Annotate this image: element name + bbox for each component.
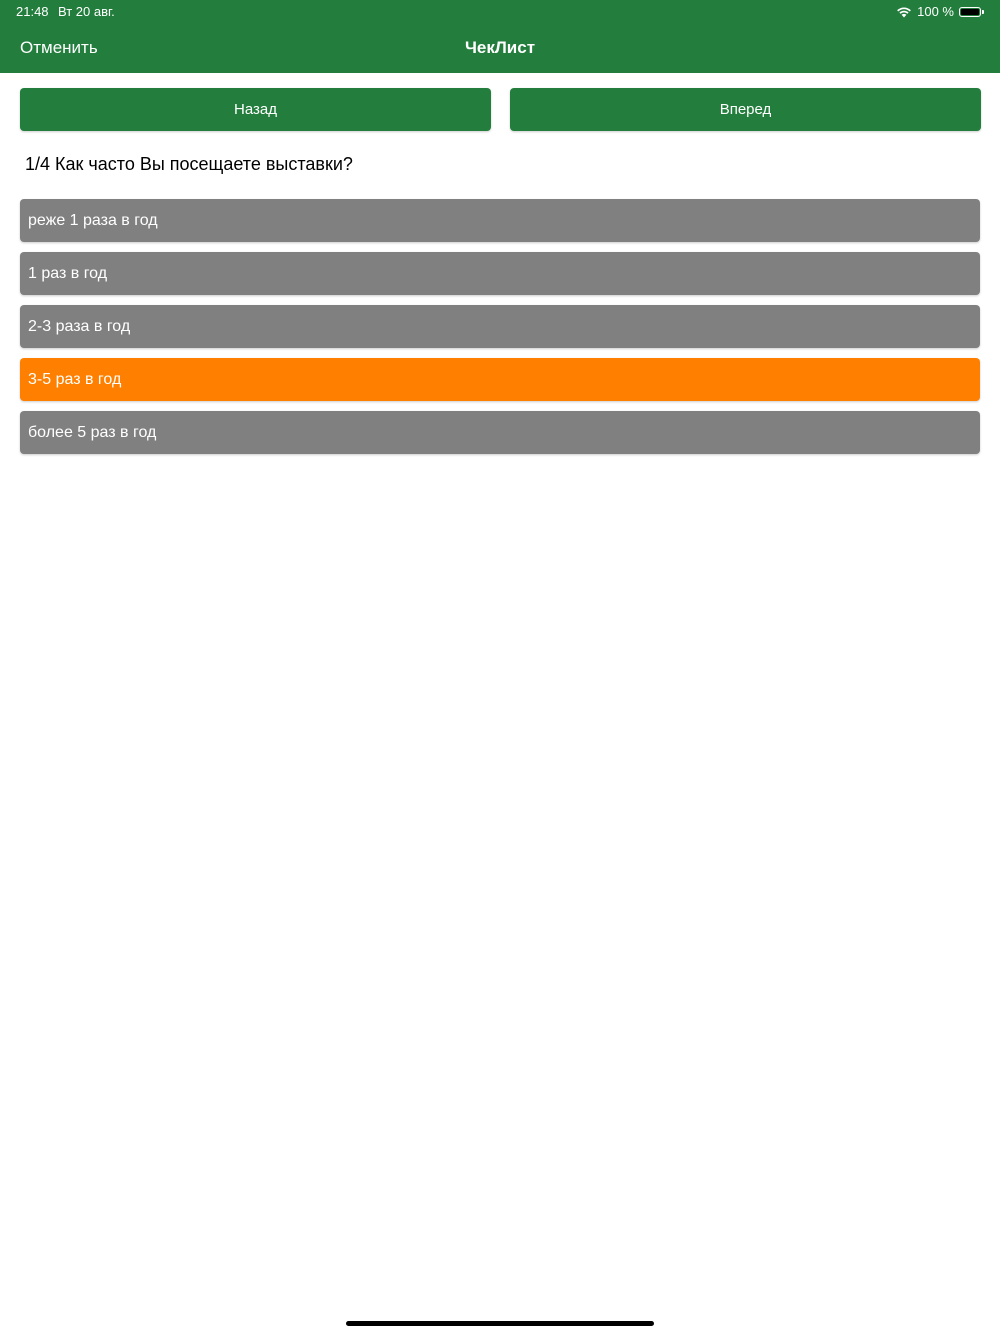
cancel-button[interactable]: Отменить xyxy=(20,38,98,57)
battery-percent: 100 % xyxy=(917,4,954,19)
answer-option[interactable]: 2-3 раза в год xyxy=(20,305,980,348)
back-button[interactable]: Назад xyxy=(20,88,491,131)
status-date: Вт 20 авг. xyxy=(58,4,115,19)
navigation-bar xyxy=(0,0,1000,73)
battery-icon xyxy=(959,7,984,17)
forward-button[interactable]: Вперед xyxy=(510,88,981,131)
answer-options xyxy=(20,199,980,464)
home-indicator[interactable] xyxy=(346,1321,654,1326)
answer-option[interactable]: 1 раз в год xyxy=(20,252,980,295)
wifi-icon xyxy=(896,6,912,18)
status-time: 21:48 xyxy=(16,4,49,19)
answer-option[interactable]: реже 1 раза в год xyxy=(20,199,980,242)
question-text: 1/4 Как часто Вы посещаете выставки? xyxy=(25,154,353,174)
answer-option[interactable]: более 5 раз в год xyxy=(20,411,980,454)
answer-option[interactable]: 3-5 раз в год xyxy=(20,358,980,401)
status-indicators xyxy=(896,4,984,19)
page-title: ЧекЛист xyxy=(464,38,536,57)
